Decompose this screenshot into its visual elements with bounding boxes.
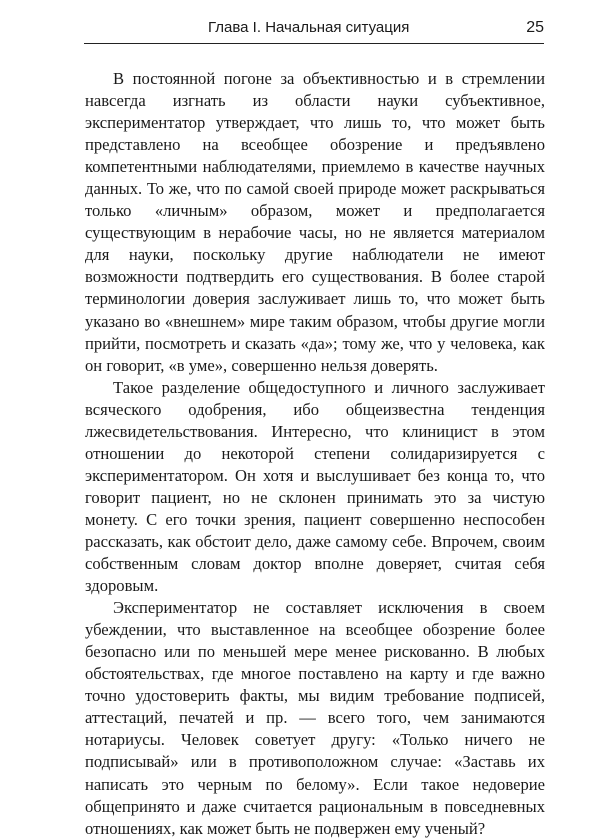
paragraph-2: Такое разделение общедоступного и личного заслуживает всяческого одобрения, ибо общеизвестна тенденция лжесвидетельствования. Интересно, что клиницист в этом отношении до некоторой степени солидаризируется с экспериментатором. Он хотя и выслушивает без конца то, что говорит пациент, но не склонен принимать это за чистую монету. С его точки зрения, пациент совершенно неспособен рассказать, как обстоит дело, даже самому себе. Впрочем, своим собственным словам доктор вполне доверяет, считая себя здоровым. [85,377,545,596]
header-rule [84,43,544,44]
running-head [84,18,544,38]
body-text [85,68,545,840]
page-number: 25 [526,19,544,36]
chapter-title: Глава I. Начальная ситуация [208,19,410,36]
paragraph-1: В постоянной погоне за объективностью и в стремлении навсегда изгнать из области науки субъективное, экспериментатор утверждает, что лишь то, что может быть представлено на всеобщее обозрение и предъявлено компетентными наблюдателями, приемлемо в качестве научных данных. То же, что по самой своей природе может раскрываться только «личным» образом, может и предполагается существующим в нерабочие часы, но не является материалом для науки, поскольку другие наблюдатели не имеют возможности подтвердить его существования. В более старой терминологии доверия заслуживает лишь то, что может быть указано во «внешнем» мире таким образом, чтобы другие могли прийти, посмотреть и сказать «да»; тому же, что у человека, как он говорит, «в уме», совершенно нельзя доверять. [85,69,545,375]
paragraph-3: Экспериментатор не составляет исключения в своем убеждении, что выставленное на всеобщее обозрение более безопасно или по меньшей мере менее рискованно. В любых обстоятельствах, где многое поставлено на карту и где важно точно удостоверить факты, мы видим требование подписей, аттестаций, печатей и пр. — всего того, чем занимаются нотариусы. Человек советует другу: «Только ничего не подписывай» или в противоположном случае: «Заставь их написать это черным по белому». Если такое недоверие общепринято и даже считается рациональным в повседневных отношениях, как может быть не подвержен ему ученый? [85,598,545,838]
